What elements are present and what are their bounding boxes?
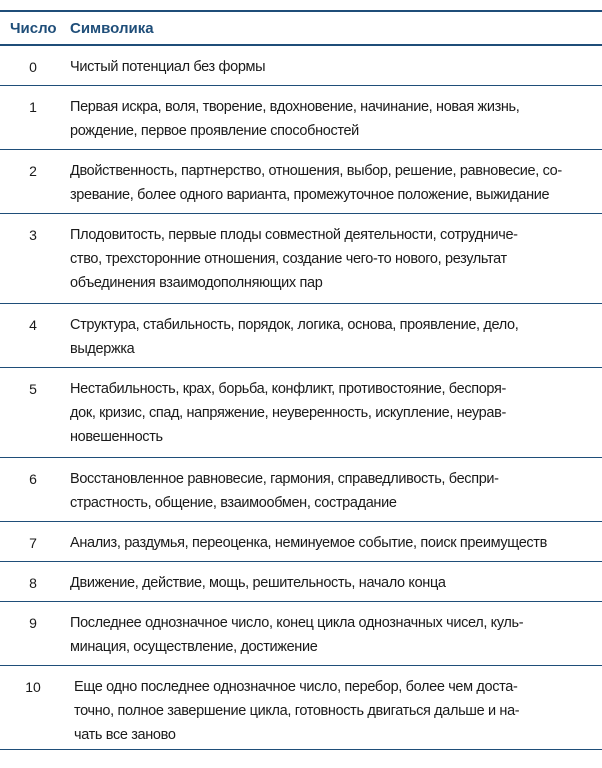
row-text-line: Еще одно последнее однозначное число, перебор, более чем доста- — [74, 679, 518, 695]
table-row — [0, 46, 602, 86]
header-number: Число — [10, 19, 57, 37]
header-symbolism: Символика — [70, 19, 154, 37]
row-text-line: чать все заново — [74, 727, 176, 743]
row-text-line: выдержка — [70, 341, 135, 357]
row-number: 10 — [25, 679, 41, 695]
row-symbolism — [70, 675, 602, 749]
row-text-line: ство, трехсторонние отношения, создание чего-то нового, результат — [70, 251, 507, 267]
row-symbolism — [70, 313, 598, 367]
row-text-line: точно, полное завершение цикла, готовность двигаться дальше и на- — [74, 703, 520, 719]
row-symbolism — [70, 159, 598, 213]
table-row — [0, 562, 602, 602]
table-row — [0, 522, 602, 562]
row-symbolism — [70, 55, 598, 85]
row-text-line: Анализ, раздумья, переоценка, неминуемое событие, поиск преимуществ — [70, 535, 547, 551]
row-text-line: Структура, стабильность, порядок, логика, основа, проявление, дело, — [70, 317, 519, 333]
table-row — [0, 602, 602, 666]
row-symbolism — [70, 531, 598, 561]
row-number: 0 — [29, 59, 37, 75]
row-symbolism — [70, 611, 598, 665]
row-text-line: Первая искра, воля, творение, вдохновение, начинание, новая жизнь, — [70, 99, 520, 115]
row-number: 6 — [29, 471, 37, 487]
row-text-line: Нестабильность, крах, борьба, конфликт, противостояние, беспоря- — [70, 381, 506, 397]
table-row — [0, 86, 602, 150]
row-symbolism — [70, 377, 598, 457]
row-text-line: Двойственность, партнерство, отношения, выбор, решение, равновесие, со- — [70, 163, 562, 179]
table-row — [0, 214, 602, 304]
row-text-line: Плодовитость, первые плоды совместной деятельности, сотрудниче- — [70, 227, 518, 243]
symbolism-table — [0, 10, 602, 750]
row-text-line: Движение, действие, мощь, решительность, начало конца — [70, 575, 446, 591]
row-text-line: зревание, более одного варианта, промежуточное положение, выжидание — [70, 187, 550, 203]
row-text-line: объединения взаимодополняющих пар — [70, 275, 323, 291]
row-symbolism — [70, 467, 598, 521]
row-number: 5 — [29, 381, 37, 397]
row-text-line: Чистый потенциал без формы — [70, 59, 266, 75]
row-number: 4 — [29, 317, 37, 333]
table-row — [0, 304, 602, 368]
table-row — [0, 368, 602, 458]
table-row — [0, 458, 602, 522]
row-symbolism — [70, 95, 598, 149]
table-row — [0, 666, 602, 750]
row-text-line: новешенность — [70, 429, 163, 445]
row-symbolism — [70, 571, 598, 601]
row-text-line: минация, осуществление, достижение — [70, 639, 318, 655]
row-text-line: док, кризис, спад, напряжение, неуверенность, искупление, неурав- — [70, 405, 506, 421]
row-number: 9 — [29, 615, 37, 631]
table-row — [0, 150, 602, 214]
row-symbolism — [70, 223, 598, 303]
row-number: 2 — [29, 163, 37, 179]
row-number: 8 — [29, 575, 37, 591]
row-number: 1 — [29, 99, 37, 115]
row-text-line: рождение, первое проявление способностей — [70, 123, 359, 139]
row-text-line: Восстановленное равновесие, гармония, справедливость, беспри- — [70, 471, 499, 487]
row-text-line: Последнее однозначное число, конец цикла однозначных чисел, куль- — [70, 615, 524, 631]
row-number: 7 — [29, 535, 37, 551]
row-number: 3 — [29, 227, 37, 243]
table-header — [0, 10, 602, 46]
row-text-line: страстность, общение, взаимообмен, сострадание — [70, 495, 397, 511]
